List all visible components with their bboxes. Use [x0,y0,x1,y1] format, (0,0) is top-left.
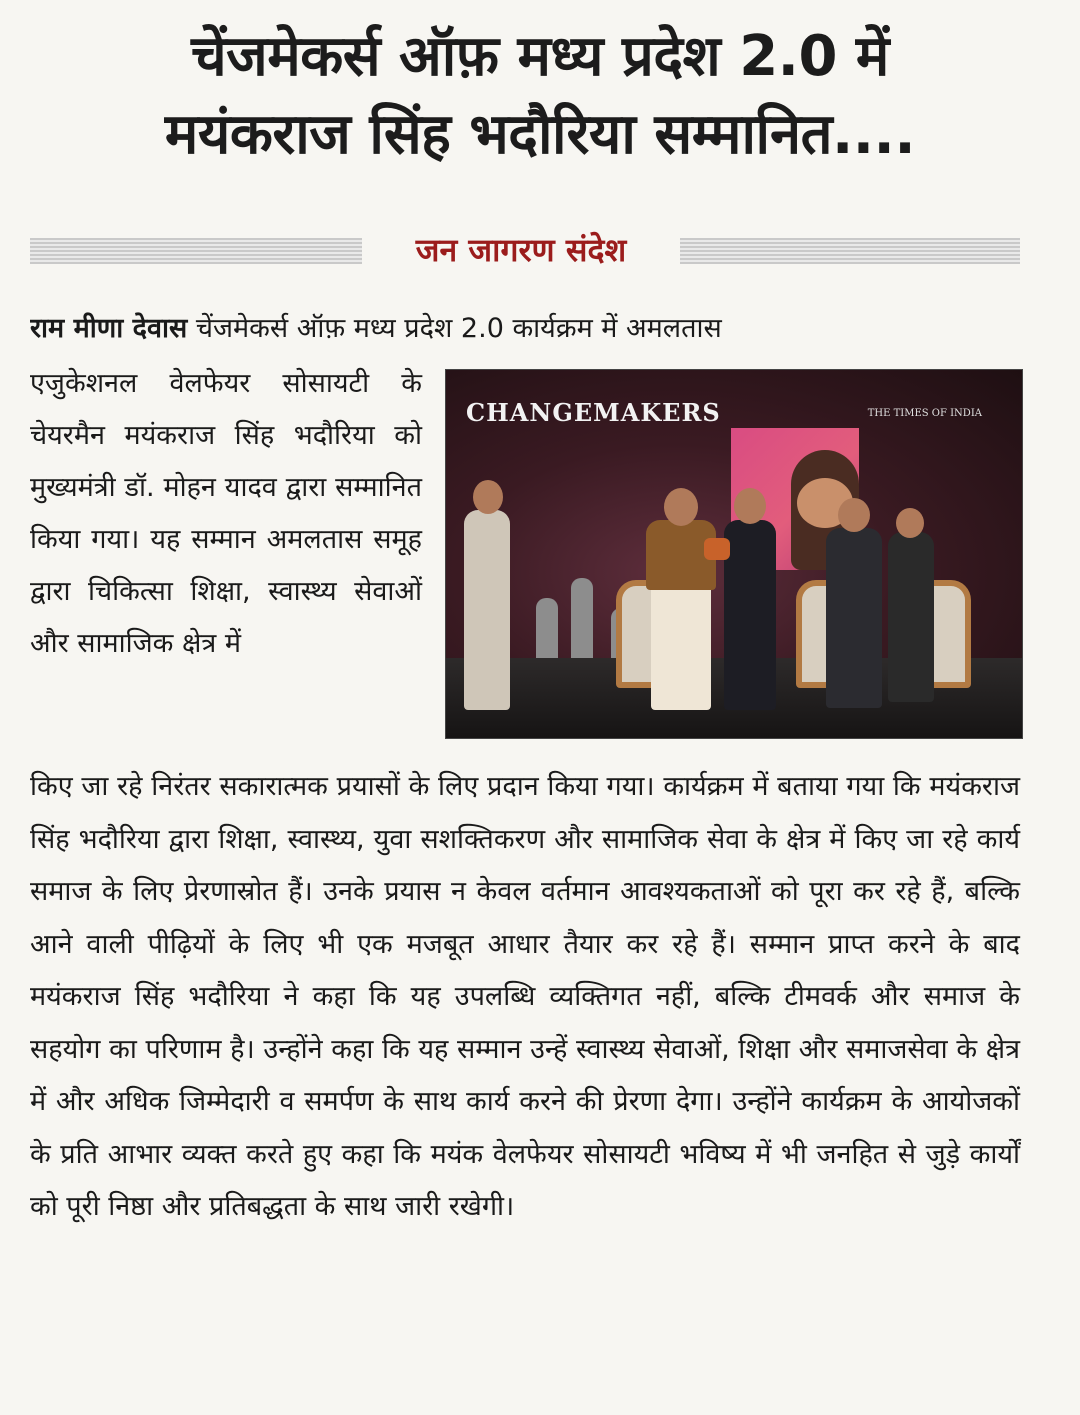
left-column [30,358,422,670]
intro-text: चेंजमेकर्स ऑफ़ मध्य प्रदेश 2.0 कार्यक्रम में अमलतास [195,313,722,344]
newspaper-brand: THE TIMES OF INDIA [867,408,982,419]
chess-piece [571,578,593,668]
person-head [664,488,698,526]
person-head [734,488,766,524]
reporter-city: राम मीणा देवास [30,313,188,344]
left-column-text: एजुकेशनल वेलफेयर सोसायटी के चेयरमैन मयंकराज सिंह भदौरिया को मुख्यमंत्री डॉ. मोहन यादव द्वारा सम्मानित किया गया। यह सम्मान अमलतास समूह द्वारा चिकित्सा शिक्षा, स्वास्थ्य सेवाओं और सामाजिक क्षेत्र में [30,368,422,659]
person-guest [888,532,934,702]
article-body [30,761,1020,1234]
person-head [838,498,870,532]
article-intro [30,304,1025,354]
headline-line-1: चेंजमेकर्स ऑफ़ मध्य प्रदेश 2.0 में [191,24,889,89]
event-photo [445,369,1023,739]
headline [20,18,1060,174]
headline-line-2: मयंकराज सिंह भदौरिया सम्मानित.... [164,102,916,167]
byline: जन जागरण संदेश [362,226,680,274]
memento [704,538,730,560]
person-guest [464,510,510,710]
event-logo: CHANGEMAKERS [466,398,721,427]
article-body-text: किए जा रहे निरंतर सकारात्मक प्रयासों के लिए प्रदान किया गया। कार्यक्रम में बताया गया कि मयंकराज सिंह भदौरिया द्वारा शिक्षा, स्वास्थ्य, युवा सशक्तिकरण और सामाजिक सेवा के क्षेत्र में किए जा रहे कार्य समाज के लिए प्रेरणास्रोत हैं। उनके प्रयास न केवल वर्तमान आवश्यकताओं को पूरा कर रहे हैं, बल्कि आने वाली पीढ़ियों के लिए भी एक मजबूत आधार तैयार कर रहे हैं। सम्मान प्राप्त करने के बाद मयंकराज सिंह भदौरिया ने कहा कि यह उपलब्धि व्यक्तिगत नहीं, बल्कि टीमवर्क और समाज के सहयोग का परिणाम है। उन्होंने कहा कि यह सम्मान उन्हें स्वास्थ्य सेवाओं, शिक्षा और समाजसेवा के क्षेत्र में और अधिक जिम्मेदारी व समर्पण के साथ कार्य करने की प्रेरणा देगा। उन्होंने कार्यक्रम के आयोजकों के प्रति आभार व्यक्त करते हुए कहा कि मयंक वेलफेयर सोसायटी भविष्य में भी जनहित से जुड़े कार्यों को पूरी निष्ठा और प्रतिबद्धता के साथ जारी रखेगी। [30,771,1020,1222]
person-head [896,508,924,538]
person-head [473,480,503,514]
person-awardee [724,520,776,710]
person-guest [826,528,882,708]
